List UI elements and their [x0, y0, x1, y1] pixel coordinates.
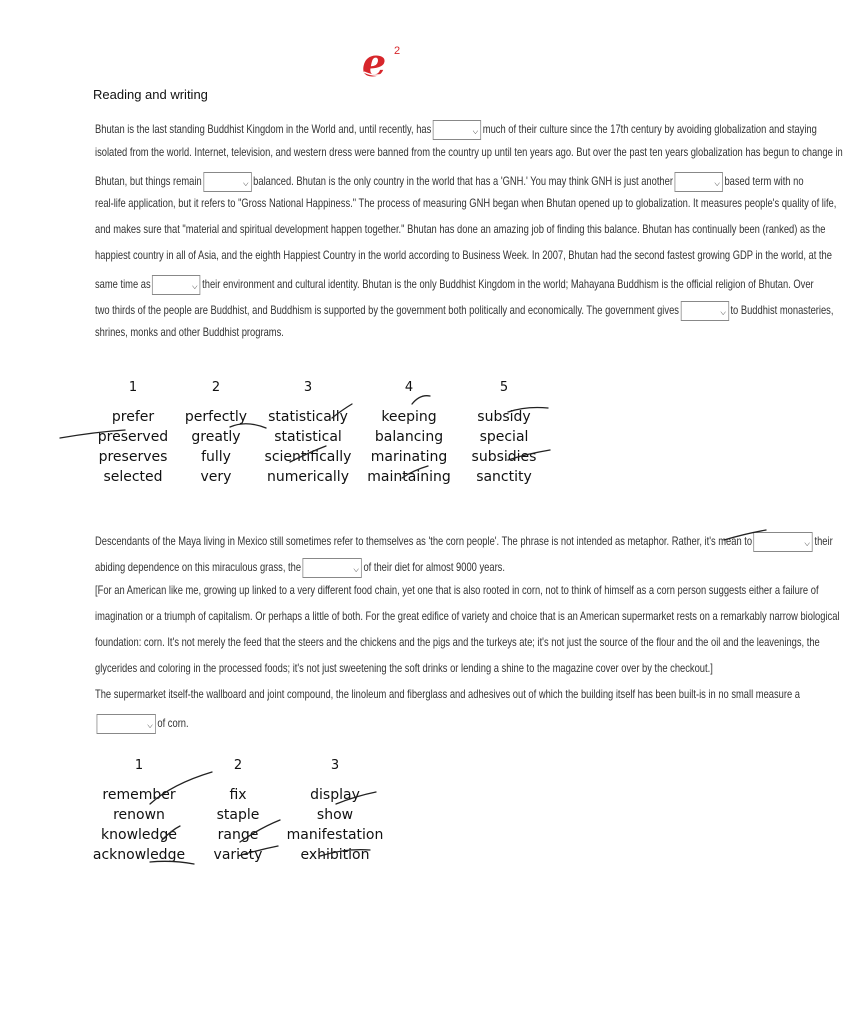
chevron-down-icon: ⌵ — [714, 177, 720, 188]
answer-dropdown[interactable] — [152, 275, 200, 295]
logo-superscript: 2 — [394, 45, 401, 57]
chevron-down-icon: ⌵ — [353, 564, 359, 574]
passage-line — [95, 688, 800, 701]
option-word: very — [200, 469, 232, 485]
passage-line — [95, 584, 819, 597]
option-word: statistical — [274, 429, 342, 445]
passage-line — [95, 120, 817, 140]
answer-dropdown[interactable] — [681, 301, 729, 321]
passage-line — [95, 532, 833, 552]
passage-text: glycerides and coloring in the processed foods; it's not just sweetening the soft drinks or lending a shine to the magazine cover over by the checkout.] — [95, 661, 713, 675]
logo-letter: e — [362, 40, 387, 85]
passage-line — [95, 636, 820, 649]
option-word: acknowledge — [92, 847, 186, 863]
option-word: maintaining — [367, 469, 451, 485]
option-word: selected — [103, 469, 163, 485]
chevron-down-icon: ⌵ — [720, 306, 726, 317]
option-word: preserves — [98, 449, 168, 465]
option-word: fully — [201, 449, 231, 465]
passage-text: their environment and cultural identity. Bhutan is the only Buddhist Kingdom in the world; Mahayana Buddhism is the official religion of Bhutan. Over — [202, 276, 814, 291]
option-word: exhibition — [300, 847, 370, 863]
passage-line — [95, 223, 825, 236]
option-number: 3 — [303, 380, 313, 395]
passage-line — [95, 610, 839, 623]
option-word: numerically — [267, 469, 349, 485]
passage-line — [95, 714, 189, 734]
passage-text: real-life application, but it refers to "Gross National Happiness." The process of measuring GNH began when Bhutan opened up to globalization. It measures people's quality of life, — [95, 196, 837, 211]
passage-text: imagination or a triumph of capitalism. Or perhaps a little of both. For the great edifice of variety and choice that is an American supermarket rests on a remarkably narrow biological — [95, 609, 840, 623]
chevron-down-icon: ⌵ — [192, 280, 198, 291]
option-column-2 — [183, 758, 293, 865]
option-column-4 — [354, 380, 464, 487]
option-number: 2 — [233, 758, 243, 773]
passage-line — [95, 301, 833, 321]
option-word: range — [217, 827, 259, 843]
option-word: perfectly — [184, 409, 248, 425]
option-number: 2 — [211, 380, 221, 395]
passage-line — [95, 172, 804, 192]
passage-text: much of their culture since the 17th century by avoiding globalization and staying — [482, 122, 817, 137]
passage-text: and makes sure that "material and spiritual development happen together." Bhutan has done an amazing job of finding this balance. Bhutan has continually been (ranked) as the — [95, 222, 826, 237]
chevron-down-icon: ⌵ — [243, 177, 249, 188]
option-word: scientifically — [264, 449, 352, 465]
option-column-3 — [280, 758, 390, 865]
passage-text: isolated from the world. Internet, television, and western dress were banned from the country up until ten years ago. But over the past ten years globalization has begun to change in — [95, 144, 843, 159]
passage-line — [95, 558, 505, 578]
passage-text: The supermarket itself-the wallboard and joint compound, the linoleum and fiberglass and adhesives out of which the building itself has been built-is in no small measure a — [95, 687, 800, 701]
option-number: 4 — [404, 380, 414, 395]
passage-text: happiest country in all of Asia, and the eighth Happiest Country in the world according to Business Week. In 2007, Bhutan had the second fastest growing GDP in the world, at the — [95, 248, 832, 262]
passage-text: two thirds of the people are Buddhist, and Buddhism is supported by the government both politically and economically. The government gives — [95, 302, 679, 317]
option-word: variety — [213, 847, 263, 863]
answer-dropdown[interactable] — [675, 172, 723, 192]
option-word: show — [316, 807, 354, 823]
passage-text: abiding dependence on this miraculous grass, the — [95, 560, 302, 575]
passage-text: balanced. Bhutan is the only country in the world that has a 'GNH.' You may think GNH is just another — [253, 173, 673, 188]
option-column-3 — [253, 380, 363, 487]
answer-dropdown[interactable] — [97, 714, 156, 734]
passage-text: same time as — [95, 276, 151, 291]
option-word: balancing — [374, 429, 444, 445]
chevron-down-icon: ⌵ — [804, 538, 810, 548]
answer-dropdown[interactable] — [754, 532, 813, 552]
passage-line — [95, 249, 832, 262]
option-word: fix — [229, 787, 247, 803]
passage-text: to Buddhist monasteries, — [730, 302, 834, 317]
passage-text: Bhutan is the last standing Buddhist Kingdom in the World and, until recently, has — [95, 122, 432, 137]
passage-line — [95, 146, 843, 159]
option-word: marinating — [370, 449, 448, 465]
option-word: prefer — [111, 409, 155, 425]
page-title: Reading and writing — [93, 87, 208, 102]
option-word: remember — [102, 787, 176, 803]
option-number: 3 — [330, 758, 340, 773]
passage-text: foundation: corn. It's not merely the feed that the steers and the chickens and the pigs and the turkeys ate; it's not just the source of the flour and the oil and the leavenings, the — [95, 635, 820, 649]
chevron-down-icon: ⌵ — [147, 720, 153, 730]
option-word: subsidy — [477, 409, 531, 425]
answer-dropdown[interactable] — [303, 558, 362, 578]
passage-text: Descendants of the Maya living in Mexico still sometimes refer to themselves as 'the corn people'. The phrase is not intended as metaphor. Rather, it's mean to — [95, 534, 753, 549]
option-word: greatly — [191, 429, 241, 445]
option-word: keeping — [381, 409, 437, 425]
passage-line — [95, 275, 814, 295]
e2-logo — [360, 40, 410, 85]
option-word: display — [310, 787, 360, 803]
passage-text: shrines, monks and other Buddhist programs. — [95, 325, 284, 340]
option-number: 5 — [499, 380, 509, 395]
option-word: special — [479, 429, 529, 445]
option-word: knowledge — [101, 827, 177, 843]
option-word: manifestation — [286, 827, 384, 843]
option-number: 1 — [134, 758, 144, 773]
passage-line — [95, 326, 284, 339]
passage-text: Bhutan, but things remain — [95, 173, 202, 188]
option-word: statistically — [268, 409, 348, 425]
answer-dropdown[interactable] — [203, 172, 251, 192]
option-word: preserved — [97, 429, 169, 445]
option-word: staple — [216, 807, 260, 823]
passage-text: of corn. — [157, 716, 189, 731]
passage-text: their — [814, 534, 833, 549]
passage-line — [95, 662, 713, 675]
passage-text: based term with no — [724, 173, 804, 188]
option-word: sanctity — [476, 469, 532, 485]
option-word: renown — [113, 807, 165, 823]
chevron-down-icon: ⌵ — [472, 126, 479, 136]
passage-text: of their diet for almost 9000 years. — [363, 560, 505, 575]
option-column-5 — [449, 380, 559, 487]
passage-text: [For an American like me, growing up linked to a very different food chain, yet one that is also rooted in corn, not to think of himself as a corn person suggests either a failure of — [95, 583, 819, 597]
option-word: subsidies — [471, 449, 537, 465]
option-number: 1 — [128, 380, 138, 395]
answer-dropdown[interactable] — [433, 120, 481, 140]
passage-line — [95, 197, 836, 210]
option-column-1 — [84, 758, 194, 865]
